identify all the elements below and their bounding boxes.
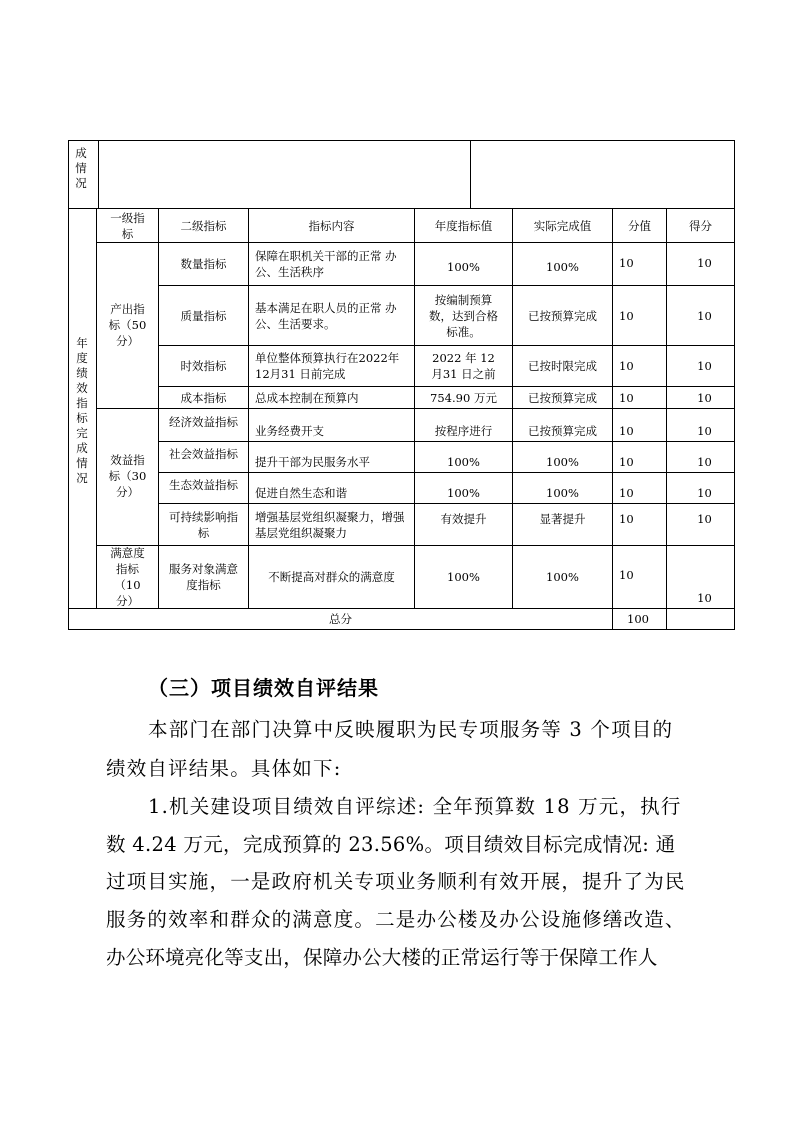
row-level2: 可持续影响指标 (169, 509, 238, 540)
row-target: 100% (447, 455, 480, 469)
row-level2: 数量指标 (180, 257, 227, 271)
paragraph-line: 办公环境亮化等支出，保障办公大楼的正常运行等于保障工作人 (106, 946, 658, 969)
row-content: 总成本控制在预算内 (255, 390, 359, 405)
table-bottom-border (68, 629, 735, 630)
row-score: 10 (619, 455, 634, 469)
row-actual: 已按预算完成 (528, 390, 597, 405)
row-actual: 显著提升 (539, 512, 586, 526)
header-content: 指标内容 (308, 218, 355, 233)
side-label: 年度绩效指标完成情况 (76, 336, 88, 485)
header-actual: 实际完成值 (533, 218, 592, 233)
divider (470, 140, 471, 208)
row-got: 10 (697, 455, 712, 469)
row-level2: 服务对象满意度指标 (169, 562, 238, 592)
row-score: 10 (619, 486, 634, 500)
row-level2: 经济效益指标 (169, 415, 238, 429)
paragraph-line: 过项目实施，一是政府机关专项业务顺利有效开展，提升了为民 (106, 870, 686, 893)
row-got: 10 (697, 591, 712, 605)
row-actual: 100% (546, 455, 579, 469)
row-got: 10 (697, 390, 712, 405)
row-target: 100% (447, 570, 480, 584)
row-content: 基本满足在职人员的正常 办公、生活要求。 (255, 300, 397, 331)
row-target: 754.90 万元 (430, 390, 497, 405)
header-target: 年度指标值 (434, 218, 493, 233)
row-target: 按程序进行 (434, 424, 493, 438)
header-got: 得分 (689, 218, 712, 233)
row-target: 有效提升 (440, 512, 487, 526)
row-got: 10 (697, 486, 712, 500)
paragraph-line: 绩效自评结果。具体如下: (106, 757, 342, 780)
section-heading: （三）项目绩效自评结果 (148, 676, 379, 700)
header-level1: 一级指标 (110, 210, 145, 241)
header-score: 分值 (628, 218, 651, 233)
row-level2: 时效指标 (180, 359, 227, 373)
row-got: 10 (697, 512, 712, 526)
row-actual: 100% (546, 570, 579, 584)
row-content: 单位整体预算执行在2022年12月31 日前完成 (255, 351, 400, 381)
row-got: 10 (697, 424, 712, 438)
row-level2: 社会效益指标 (169, 447, 238, 461)
group-satisfaction: 满意度指标（10分） (110, 546, 145, 608)
row-score: 10 (619, 424, 634, 438)
paragraph-line: 服务的效率和群众的满意度。二是办公楼及办公设施修缮改造、 (106, 908, 686, 931)
divider (98, 140, 99, 208)
row-content: 不断提高对群众的满意度 (268, 570, 395, 584)
row-content: 增强基层党组织凝聚力，增强基层党组织凝聚力 (255, 509, 405, 540)
section-label: 成情况 (75, 146, 87, 190)
row-actual: 100% (546, 486, 579, 500)
row-target: 按编制预算数，达到合格标准。 (429, 292, 498, 339)
total-value: 100 (627, 612, 649, 626)
row-actual: 100% (546, 260, 579, 274)
row-got: 10 (697, 308, 712, 323)
row-content: 保障在职机关干部的正常 办公、生活秩序 (255, 249, 397, 279)
total-label: 总分 (329, 612, 352, 626)
row-target: 100% (447, 486, 480, 500)
paragraph-line: 1.机关建设项目绩效自评综述: 全年预算数 18 万元，执行 (148, 795, 682, 818)
row-level2: 成本指标 (180, 390, 227, 405)
row-content: 提升干部为民服务水平 (255, 455, 370, 469)
row-actual: 已按预算完成 (528, 424, 597, 438)
row-score: 10 (619, 256, 634, 270)
row-actual: 已按预算完成 (528, 308, 597, 323)
row-score: 10 (619, 390, 634, 405)
header-level2: 二级指标 (180, 218, 227, 233)
row-content: 业务经费开支 (255, 424, 324, 438)
group-benefit: 效益指标（30分） (108, 453, 147, 499)
row-score: 10 (619, 359, 634, 373)
row-score: 10 (619, 308, 634, 323)
row-level2: 生态效益指标 (169, 478, 238, 492)
row-actual: 已按时限完成 (528, 359, 597, 373)
table-left-border (68, 140, 69, 629)
row-got: 10 (697, 359, 712, 373)
paragraph-line: 数 4.24 万元，完成预算的 23.56%。项目绩效目标完成情况: 通 (106, 833, 676, 856)
row-target: 2022 年 12 月31 日之前 (431, 351, 496, 381)
paragraph-line: 本部门在部门决算中反映履职为民专项服务等 3 个项目的 (148, 718, 674, 741)
group-output: 产出指标（50分） (108, 302, 147, 348)
row-target: 100% (447, 260, 480, 274)
table-top-border (68, 140, 734, 141)
row-got: 10 (697, 256, 712, 270)
row-score: 10 (619, 512, 634, 526)
row-level2: 质量指标 (180, 308, 227, 323)
row-score: 10 (619, 568, 634, 582)
row-content: 促进自然生态和谐 (255, 486, 347, 500)
